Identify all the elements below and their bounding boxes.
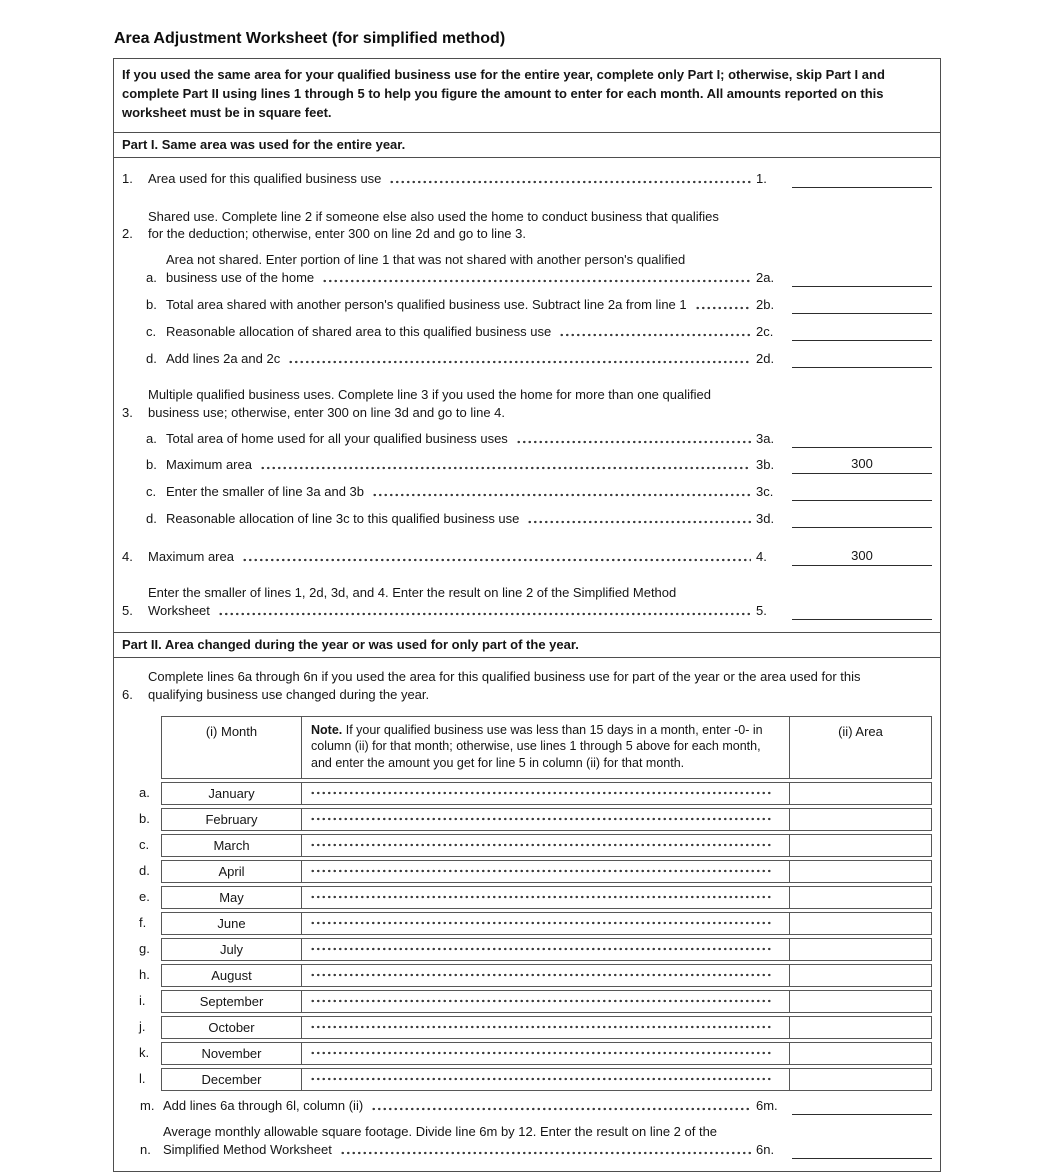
month-row-june: [139, 912, 932, 935]
month-label: September: [162, 991, 302, 1012]
line-text: Worksheet: [148, 603, 210, 619]
line-letter: b.: [146, 457, 157, 473]
line-3c: [122, 483, 932, 501]
line-3a: [122, 430, 932, 448]
line-1: [122, 170, 932, 188]
line-ref: 3b.: [756, 457, 775, 473]
month-row-september: [139, 990, 932, 1013]
line-text: qualifying business use changed during the year.: [148, 686, 430, 702]
line-letter: d.: [146, 511, 157, 527]
month-label: August: [162, 965, 302, 986]
row-letter: [139, 716, 161, 780]
area-entry-june[interactable]: [789, 913, 931, 934]
month-row-august: [139, 964, 932, 987]
line-text: Add lines 6a through 6l, column (ii): [163, 1098, 364, 1114]
month-row-december: [139, 1068, 932, 1091]
intro-instructions: If you used the same area for your qualified business use for the entire year, complete only Part I; otherwise, skip Part I and complete Part II using lines 1 through 5 to help you figure the amount to enter for each month. All amounts reported on this worksheet must be in square feet.: [122, 67, 885, 120]
dotted-leader: [288, 359, 751, 365]
line-ref: 2b.: [756, 297, 775, 313]
line-2c: [122, 323, 932, 341]
row-letter: g.: [139, 941, 150, 957]
row-letter: a.: [139, 785, 150, 801]
line-text: business use of the home: [166, 270, 315, 286]
month-label: April: [162, 861, 302, 882]
area-entry-august[interactable]: [789, 965, 931, 986]
part1-header: Part I. Same area was used for the entire year.: [114, 132, 940, 157]
month-row-february: [139, 808, 932, 831]
dotted-leader: [310, 868, 771, 874]
line-ref: 6n.: [756, 1142, 775, 1158]
month-label: January: [162, 783, 302, 804]
line-text: Multiple qualified business uses. Complete line 3 if you used the home for more than one qualified: [148, 387, 711, 403]
area-entry-october[interactable]: [789, 1017, 931, 1038]
line-letter: b.: [146, 297, 157, 313]
line-number: 1.: [122, 170, 133, 186]
line-ref: 6m.: [756, 1098, 778, 1114]
line-text: Total area shared with another person's qualified business use. Subtract line 2a from line 1: [166, 297, 687, 313]
dotted-leader: [340, 1150, 751, 1156]
row-letter: c.: [139, 837, 150, 853]
line-5-entry[interactable]: [792, 602, 932, 620]
line-text: Reasonable allocation of line 3c to this qualified business use: [166, 511, 520, 527]
line-2a: [122, 251, 932, 287]
dotted-leader: [527, 519, 751, 525]
month-row-january: [139, 782, 932, 805]
dotted-leader: [559, 332, 751, 338]
line-6n-entry[interactable]: [792, 1141, 932, 1159]
line-text: Maximum area: [148, 549, 234, 565]
line-2d: [122, 350, 932, 368]
line-text: Maximum area: [166, 457, 252, 473]
dotted-leader: [242, 557, 751, 563]
line-ref: 4.: [756, 549, 767, 565]
worksheet-box: [113, 58, 941, 1172]
row-letter: j.: [139, 1019, 146, 1035]
dotted-leader: [372, 492, 751, 498]
area-entry-february[interactable]: [789, 809, 931, 830]
line-4: [122, 548, 932, 566]
line-letter: c.: [146, 324, 157, 340]
dotted-leader: [218, 611, 751, 617]
line-letter: a.: [146, 270, 157, 286]
line-ref: 5.: [756, 603, 767, 619]
line-text: Complete lines 6a through 6n if you used the area for this qualified business use for part of the year or the area used for this: [148, 669, 861, 685]
row-letter: k.: [139, 1045, 150, 1061]
line-2a-entry[interactable]: [792, 269, 932, 287]
dotted-leader: [310, 894, 771, 900]
line-4-entry[interactable]: 300: [792, 548, 932, 566]
line-text: business use; otherwise, enter 300 on line 3d and go to line 4.: [148, 405, 506, 421]
area-entry-march[interactable]: [789, 835, 931, 856]
area-entry-may[interactable]: [789, 887, 931, 908]
area-entry-december[interactable]: [789, 1069, 931, 1090]
line-number: 4.: [122, 549, 133, 565]
row-letter: f.: [139, 915, 147, 931]
line-text: Simplified Method Worksheet: [163, 1142, 332, 1158]
line-text: Reasonable allocation of shared area to this qualified business use: [166, 324, 552, 340]
line-ref: 3c.: [756, 484, 774, 500]
line-3b: [122, 456, 932, 474]
dotted-leader: [310, 1050, 771, 1056]
area-entry-november[interactable]: [789, 1043, 931, 1064]
line-letter: n.: [140, 1142, 151, 1158]
line-ref: 2d.: [756, 351, 775, 367]
month-label: December: [162, 1069, 302, 1090]
dotted-leader: [310, 816, 771, 822]
line-6: [122, 668, 932, 704]
line-letter: a.: [146, 431, 157, 447]
line-3c-entry[interactable]: [792, 483, 932, 501]
line-number: 6.: [122, 686, 133, 702]
page-title: Area Adjustment Worksheet (for simplified method): [114, 30, 506, 47]
row-letter: e.: [139, 889, 150, 905]
part1-body: [114, 157, 940, 633]
area-entry-july[interactable]: [789, 939, 931, 960]
line-number: 3.: [122, 405, 133, 421]
line-3a-entry[interactable]: [792, 430, 932, 448]
row-letter: b.: [139, 811, 150, 827]
line-2c-entry[interactable]: [792, 323, 932, 341]
part2-body: [114, 657, 940, 1171]
line-2d-entry[interactable]: [792, 350, 932, 368]
line-letter: m.: [140, 1098, 155, 1114]
month-label: May: [162, 887, 302, 908]
line-number: 2.: [122, 226, 133, 242]
line-letter: c.: [146, 484, 157, 500]
line-6m-entry[interactable]: [792, 1097, 932, 1115]
line-number: 5.: [122, 603, 133, 619]
line-ref: 3a.: [756, 431, 775, 447]
line-text: Enter the smaller of lines 1, 2d, 3d, and 4. Enter the result on line 2 of the Simplified Method: [148, 585, 677, 601]
line-6n: [122, 1123, 932, 1159]
row-letter: d.: [139, 863, 150, 879]
dotted-leader: [322, 278, 751, 284]
dotted-leader: [260, 465, 751, 471]
month-row-october: [139, 1016, 932, 1039]
area-entry-january[interactable]: [789, 783, 931, 804]
dotted-leader: [310, 1024, 771, 1030]
month-row-april: [139, 860, 932, 883]
line-2b-entry[interactable]: [792, 296, 932, 314]
line-text: Shared use. Complete line 2 if someone else also used the home to conduct business that qualifies: [148, 208, 719, 224]
row-letter: l.: [139, 1071, 146, 1087]
month-label: June: [162, 913, 302, 934]
dotted-leader: [310, 1076, 771, 1082]
line-text: Average monthly allowable square footage. Divide line 6m by 12. Enter the result on line 2 of the: [163, 1124, 718, 1140]
line-1-entry[interactable]: [792, 170, 932, 188]
line-ref: 1.: [756, 170, 767, 186]
note-text: If your qualified business use was less than 15 days in a month, enter -0- in column (ii) for that month; otherwise, use lines 1 through 5 above for each month, and enter the amount you get for line 5 in column (ii) for that month.: [311, 722, 763, 770]
line-3: [122, 386, 932, 422]
line-5: [122, 584, 932, 620]
note-label: Note.: [311, 722, 343, 737]
dotted-leader: [389, 179, 751, 185]
line-text: for the deduction; otherwise, enter 300 on line 2d and go to line 3.: [148, 226, 526, 242]
line-text: Enter the smaller of line 3a and 3b: [166, 484, 365, 500]
line-3d-entry[interactable]: [792, 510, 932, 528]
line-text: Area not shared. Enter portion of line 1 that was not shared with another person's qualified: [166, 252, 686, 268]
dotted-leader: [516, 439, 751, 445]
line-6m: [122, 1097, 932, 1115]
month-row-november: [139, 1042, 932, 1065]
month-table: [139, 716, 932, 1092]
dotted-leader: [310, 972, 771, 978]
month-row-march: [139, 834, 932, 857]
month-label: March: [162, 835, 302, 856]
line-text: Total area of home used for all your qualified business uses: [166, 431, 508, 447]
part2-header: Part II. Area changed during the year or was used for only part of the year.: [114, 632, 940, 657]
line-2b: [122, 296, 932, 314]
table-note: [302, 717, 789, 779]
area-entry-september[interactable]: [789, 991, 931, 1012]
month-label: February: [162, 809, 302, 830]
area-column-header: (ii) Area: [789, 717, 931, 779]
dotted-leader: [695, 305, 751, 311]
row-letter: i.: [139, 993, 146, 1009]
line-2: [122, 208, 932, 244]
dotted-leader: [310, 790, 771, 796]
line-3d: [122, 510, 932, 528]
month-label: July: [162, 939, 302, 960]
line-letter: d.: [146, 351, 157, 367]
area-entry-april[interactable]: [789, 861, 931, 882]
table-header-row: [139, 716, 932, 780]
month-column-header: (i) Month: [162, 717, 302, 779]
month-row-july: [139, 938, 932, 961]
dotted-leader: [310, 842, 771, 848]
dotted-leader: [371, 1106, 751, 1112]
line-ref: 3d.: [756, 511, 775, 527]
dotted-leader: [310, 946, 771, 952]
line-3b-entry[interactable]: 300: [792, 456, 932, 474]
line-ref: 2a.: [756, 270, 775, 286]
dotted-leader: [310, 920, 771, 926]
line-text: Add lines 2a and 2c: [166, 351, 281, 367]
row-letter: h.: [139, 967, 150, 983]
line-text: Area used for this qualified business use: [148, 170, 382, 186]
month-label: November: [162, 1043, 302, 1064]
line-ref: 2c.: [756, 324, 774, 340]
worksheet: [113, 30, 941, 1172]
month-label: October: [162, 1017, 302, 1038]
month-row-may: [139, 886, 932, 909]
dotted-leader: [310, 998, 771, 1004]
